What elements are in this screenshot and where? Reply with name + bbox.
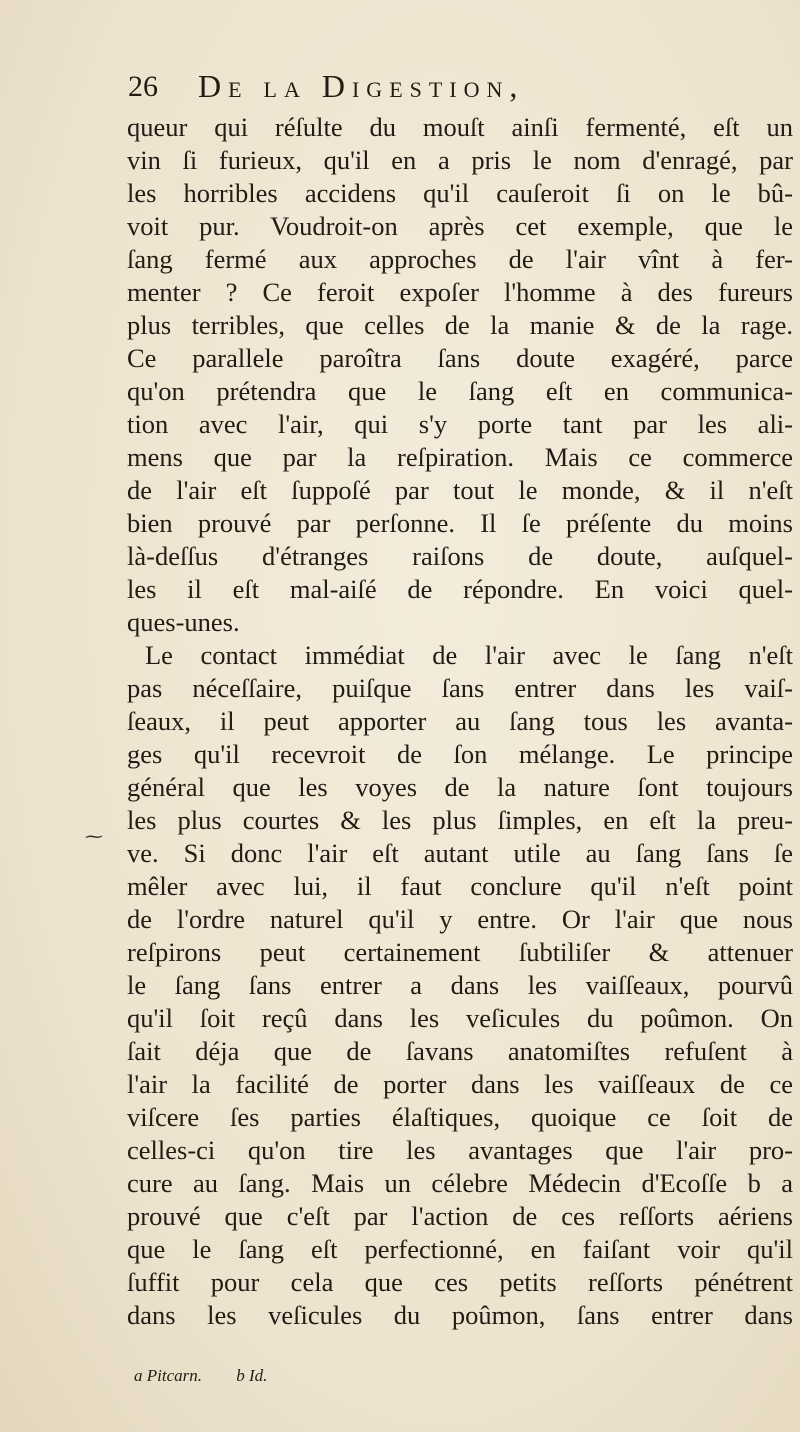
text-line: bien prouvé par perſonne. Il ſe préſente du moins (127, 508, 793, 538)
body-text (127, 111, 793, 1332)
text-line: que le ſang eſt perfectionné, en faiſant voir qu'il (127, 1234, 793, 1264)
text-line: plus terribles, que celles de la manie & de la rage. (127, 310, 793, 340)
text-line: ques-unes. (127, 607, 240, 637)
text-line: ges qu'il recevroit de ſon mélange. Le principe (127, 739, 793, 769)
margin-mark: ⁓ (85, 826, 103, 847)
text-line: mêler avec lui, il faut conclure qu'il n'eſt point (127, 871, 793, 901)
text-line: voit pur. Voudroit-on après cet exemple, que le (127, 211, 793, 241)
text-line: les horribles accidens qu'il cauſeroit ſi on le bû- (127, 178, 793, 208)
text-line: cure au ſang. Mais un célebre Médecin d'Ecoſſe b a (127, 1168, 793, 1198)
footnote-a: a Pitcarn. (134, 1366, 202, 1385)
text-line: viſcere ſes parties élaſtiques, quoique ce ſoit de (127, 1102, 793, 1132)
page-header (128, 68, 788, 108)
text-line: menter ? Ce feroit expoſer l'homme à des fureurs (127, 277, 793, 307)
text-line: ſait déja que de ſavans anatomiſtes refuſent à (127, 1036, 793, 1066)
text-line: Le contact immédiat de l'air avec le ſang n'eſt (145, 640, 793, 670)
text-line: là-deſſus d'étranges raiſons de doute, auſquel- (127, 541, 793, 571)
text-line: Ce parallele paroîtra ſans doute exagéré, parce (127, 343, 793, 373)
text-line: de l'air eſt ſuppoſé par tout le monde, & il n'eſt (127, 475, 793, 505)
text-line: pas néceſſaire, puiſque ſans entrer dans les vaiſ- (127, 673, 793, 703)
page-number: 26 (128, 70, 158, 103)
text-line: de l'ordre naturel qu'il y entre. Or l'air que nous (127, 904, 793, 934)
text-line: général que les voyes de la nature ſont toujours (127, 772, 793, 802)
text-line: queur qui réſulte du mouſt ainſi fermenté, eſt un (127, 112, 793, 142)
text-line: prouvé que c'eſt par l'action de ces reſſorts aériens (127, 1201, 793, 1231)
text-line: reſpirons peut certainement ſubtiliſer & attenuer (127, 937, 793, 967)
footnote-b: b Id. (236, 1366, 268, 1385)
text-line: le ſang ſans entrer a dans les vaiſſeaux, pourvû (127, 970, 793, 1000)
running-title: De la Digestion, (198, 68, 525, 104)
text-line: tion avec l'air, qui s'y porte tant par les ali- (127, 409, 793, 439)
text-line: qu'il ſoit reçû dans les veſicules du poûmon. On (127, 1003, 793, 1033)
text-line: vin ſi furieux, qu'il en a pris le nom d'enragé, par (127, 145, 793, 175)
text-line: ſeaux, il peut apporter au ſang tous les avanta- (127, 706, 793, 736)
text-line: mens que par la reſpiration. Mais ce commerce (127, 442, 793, 472)
text-line: qu'on prétendra que le ſang eſt en communica- (127, 376, 793, 406)
footnotes (134, 1366, 297, 1386)
text-line: celles-ci qu'on tire les avantages que l'air pro- (127, 1135, 793, 1165)
text-line: l'air la facilité de porter dans les vaiſſeaux de ce (127, 1069, 793, 1099)
text-line: les plus courtes & les plus ſimples, en eſt la preu- (127, 805, 793, 835)
text-line: ſuffit pour cela que ces petits reſſorts pénétrent (127, 1267, 793, 1297)
text-line: ſang fermé aux approches de l'air vînt à fer- (127, 244, 793, 274)
text-line: les il eſt mal-aiſé de répondre. En voici quel- (127, 574, 793, 604)
text-line: dans les veſicules du poûmon, ſans entrer dans (127, 1300, 793, 1330)
text-line: ve. Si donc l'air eſt autant utile au ſang ſans ſe (127, 838, 793, 868)
